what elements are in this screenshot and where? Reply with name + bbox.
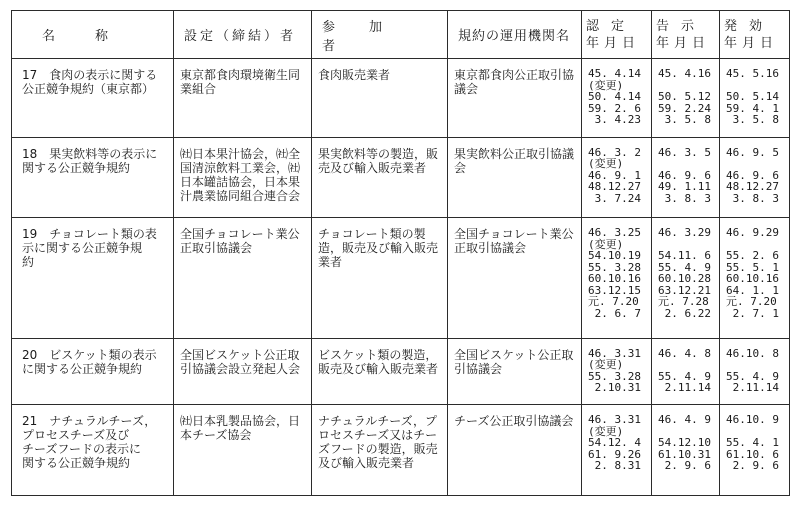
header-operator: 規約の運用機関名 <box>448 11 582 59</box>
rule-participant: ビスケット類の製造， 販売及び輸入販売業者 <box>312 338 448 404</box>
rule-operator: 果実飲料公正取引協議 会 <box>448 137 582 218</box>
header-notified-label: 告示 <box>656 18 707 34</box>
header-approved-ymd: 年月日 <box>586 35 641 51</box>
rule-approved-date: 46. 3. 2 (変更) 46. 9. 1 48.12.27 3. 7.24 <box>582 137 652 218</box>
rule-effective-date: 46. 9. 5 46. 9. 6 48.12.27 3. 8. 3 <box>720 137 790 218</box>
rule-operator: 東京都食肉公正取引協 議会 <box>448 59 582 138</box>
rule-name: 20 ビスケット類の表示 に関する公正競争規約 <box>12 338 174 404</box>
rule-participant: 果実飲料等の製造，販 売及び輸入販売業者 <box>312 137 448 218</box>
rule-approved-date: 46. 3.25 (変更) 54.10.19 55. 3.28 60.10.16 63.12.15 元. 7.20 2. 6. 7 <box>582 218 652 339</box>
table-row-21 <box>12 405 790 496</box>
header-participant: 参加者 <box>312 11 448 59</box>
rule-party: 全国ビスケット公正取 引協議会設立発起人会 <box>174 338 312 404</box>
rule-participant: ナチュラルチーズ，プ ロセスチーズ又はチー ズフードの製造，販売 及び輸入販売業者 <box>312 405 448 496</box>
header-party: 設定（締結）者 <box>174 11 312 59</box>
rule-party: 全国チョコレート業公 正取引協議会 <box>174 218 312 339</box>
table-row-19 <box>12 218 790 339</box>
rule-effective-date: 46. 9.29 55. 2. 6 55. 5. 1 60.10.16 64. 1. 1 元. 7.20 2. 7. 1 <box>720 218 790 339</box>
rule-party: ㈳日本果汁協会，㈳全 国清涼飲料工業会，㈳ 日本罐詰協会，日本果 汁農業協同組合連合会 <box>174 137 312 218</box>
header-notified <box>652 11 720 59</box>
table-row-17 <box>12 59 790 138</box>
rule-effective-date: 46.10. 8 55. 4. 9 2.11.14 <box>720 338 790 404</box>
header-approved <box>582 11 652 59</box>
rule-party: 東京都食肉環境衛生同 業組合 <box>174 59 312 138</box>
rule-name: 17 食肉の表示に関する 公正競争規約（東京都） <box>12 59 174 138</box>
header-effective <box>720 11 790 59</box>
rule-party: ㈳日本乳製品協会，日 本チーズ協会 <box>174 405 312 496</box>
rule-effective-date: 45. 5.16 50. 5.14 59. 4. 1 3. 5. 8 <box>720 59 790 138</box>
rule-operator: 全国ビスケット公正取 引協議会 <box>448 338 582 404</box>
rule-operator: チーズ公正取引協議会 <box>448 405 582 496</box>
rule-notified-date: 45. 4.16 50. 5.12 59. 2.24 3. 5. 8 <box>652 59 720 138</box>
rule-operator: 全国チョコレート業公 正取引協議会 <box>448 218 582 339</box>
table-row-18 <box>12 137 790 218</box>
header-name: 名称 <box>12 11 174 59</box>
header-row <box>12 11 790 59</box>
rule-notified-date: 46. 4. 9 54.12.10 61.10.31 2. 9. 6 <box>652 405 720 496</box>
rule-name: 19 チョコレート類の表 示に関する公正競争規 約 <box>12 218 174 339</box>
rule-notified-date: 46. 4. 8 55. 4. 9 2.11.14 <box>652 338 720 404</box>
header-approved-label: 認定 <box>586 18 637 34</box>
rule-notified-date: 46. 3. 5 46. 9. 6 49. 1.11 3. 8. 3 <box>652 137 720 218</box>
header-effective-ymd: 年月日 <box>724 35 779 51</box>
rule-notified-date: 46. 3.29 54.11. 6 55. 4. 9 60.10.28 63.12.21 元. 7.28 2. 6.22 <box>652 218 720 339</box>
header-notified-ymd: 年月日 <box>656 35 711 51</box>
rule-effective-date: 46.10. 9 55. 4. 1 61.10. 6 2. 9. 6 <box>720 405 790 496</box>
rule-name: 18 果実飲料等の表示に 関する公正競争規約 <box>12 137 174 218</box>
rule-approved-date: 46. 3.31 (変更) 55. 3.28 2.10.31 <box>582 338 652 404</box>
header-effective-label: 発効 <box>724 18 775 34</box>
fair-competition-rules-table <box>11 10 790 496</box>
rule-participant: チョコレート類の製 造，販売及び輸入販売 業者 <box>312 218 448 339</box>
rule-approved-date: 45. 4.14 (変更) 50. 4.14 59. 2. 6 3. 4.23 <box>582 59 652 138</box>
rule-participant: 食肉販売業者 <box>312 59 448 138</box>
rule-name: 21 ナチュラルチーズ， プロセスチーズ及び チーズフードの表示に 関する公正競争規約 <box>12 405 174 496</box>
table-row-20 <box>12 338 790 404</box>
rule-approved-date: 46. 3.31 (変更) 54.12. 4 61. 9.26 2. 8.31 <box>582 405 652 496</box>
